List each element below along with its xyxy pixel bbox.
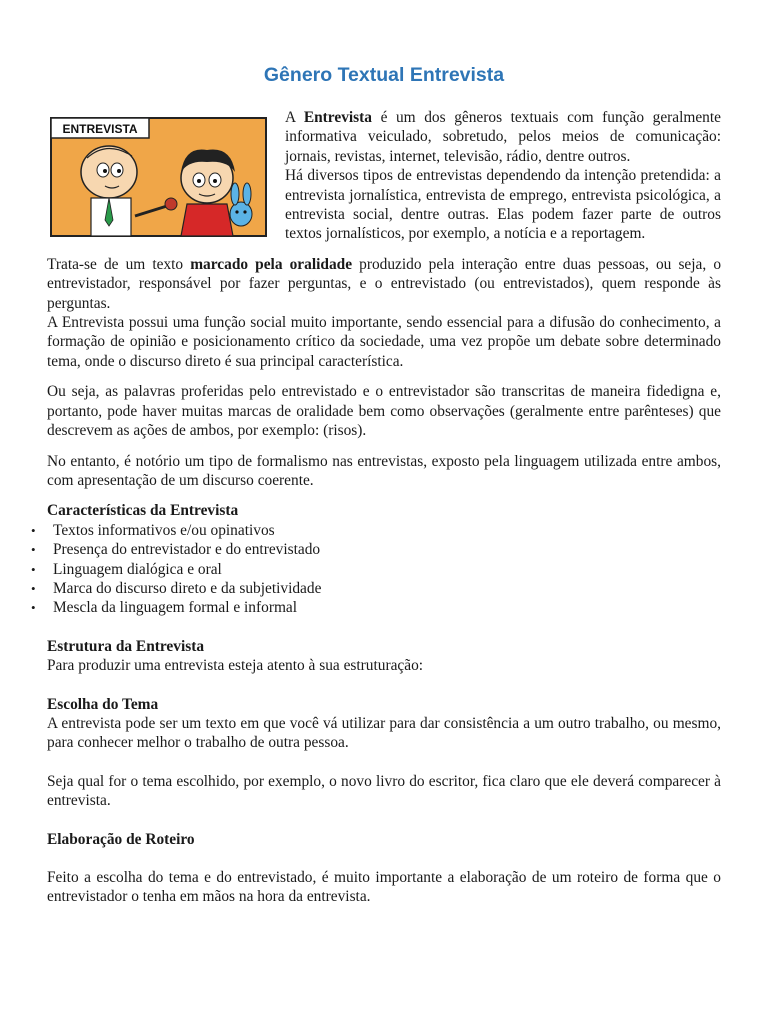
comic-label: ENTREVISTA [62, 122, 138, 136]
section-heading-theme: Escolha do Tema [47, 695, 159, 713]
list-item: • Mescla da linguagem formal e informal [31, 599, 298, 617]
list-item: • Marca do discurso direto e da subjetividade [31, 579, 322, 597]
bullet-icon: • [31, 600, 36, 616]
list-item: • Textos informativos e/ou opinativos [31, 521, 275, 539]
bullet-icon: • [31, 561, 36, 577]
section-heading-structure: Estrutura da Entrevista [47, 637, 205, 655]
body-paragraph-social-function: A Entrevista possui uma função social muito importante, sendo essencial para a difusão do conhecimento, a formação de opinião e posicionamento crítico da sociedade, uma vez propõe um debate sobre determinado tema, onde o discurso direto é sua principal característica. [47, 314, 721, 370]
script-paragraph-1: Feito a escolha do tema e do entrevistado, é muito importante a elaboração de um roteiro de forma que o entrevistador o tenha em mãos na hora da entrevista. [47, 869, 721, 906]
theme-paragraph-1: A entrevista pode ser um texto em que você vá utilizar para dar consistência a um outro trabalho, ou mesmo, para conhecer melhor o trabalho de outra pessoa. [47, 714, 721, 752]
characteristics-list [31, 521, 721, 618]
intro-paragraph-2: Há diversos tipos de entrevistas dependendo da intenção pretendida: a entrevista jornalística, entrevista de emprego, entrevista psicológica, a entrevista social, dentre outras. Elas podem fazer parte de outros textos jornalísticos, por exemplo, a notícia e a reportagem. [285, 167, 721, 243]
bold-term-oralidade: marcado pela oralidade [190, 255, 353, 273]
section-heading-characteristics: Características da Entrevista [47, 502, 239, 520]
body-paragraph-formalism: No entanto, é notório um tipo de formalismo nas entrevistas, exposto pela linguagem utilizada entre ambos, com apresentação de um discurso coerente. [47, 452, 721, 489]
body-paragraph-transcription: Ou seja, as palavras proferidas pelo entrevistado e o entrevistador são transcritas de maneira fidedigna e, portanto, pode haver muitas marcas de oralidade bem como observações (geralmente entre parênteses) que descrevem as ações de ambos, por exemplo: (risos). [47, 383, 721, 440]
intro-paragraph-1: A Entrevista é um dos gêneros textuais com função geralmente informativa veiculado, sobretudo, pelos meios de comunicação: jornais, revistas, internet, televisão, rádio, dentre outros. [285, 109, 721, 165]
list-item: • Presença do entrevistador e do entrevistado [31, 541, 321, 559]
bullet-icon: • [31, 522, 36, 538]
bullet-icon: • [31, 580, 36, 596]
page-title: Gênero Textual Entrevista [263, 64, 505, 86]
body-paragraph-oralidade: Trata-se de um texto marcado pela oralidade produzido pela interação entre duas pessoas, ou seja, o entrevistador, responsável por fazer perguntas, e o entrevistado (ou entrevistados), quem responde às perguntas. [47, 255, 722, 312]
bullet-icon: • [31, 542, 36, 558]
theme-paragraph-2: Seja qual for o tema escolhido, por exemplo, o novo livro do escritor, fica claro que ele deverá comparecer à entrevista. [47, 772, 721, 810]
comic-panel-image [47, 110, 272, 240]
bold-term-entrevista: Entrevista [303, 109, 372, 126]
document-body [31, 108, 722, 907]
structure-paragraph: Para produzir uma entrevista esteja atento à sua estruturação: [47, 657, 424, 675]
list-item: • Linguagem dialógica e oral [31, 560, 222, 578]
interview-comic-illustration [47, 110, 272, 242]
section-heading-script: Elaboração de Roteiro [47, 830, 195, 848]
